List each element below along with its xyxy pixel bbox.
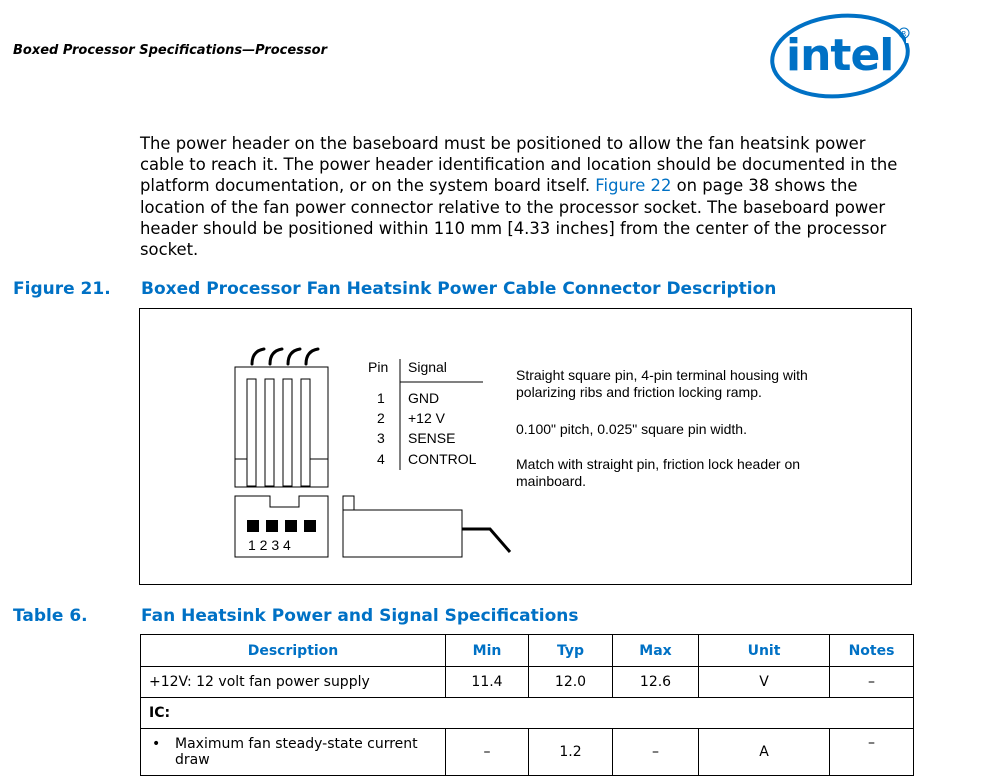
column-header: Notes [830, 635, 914, 667]
table-row [141, 729, 914, 776]
figure-label: Figure 21. [13, 279, 111, 299]
bullet-mark: • [152, 736, 161, 752]
pin-number: 3 [377, 430, 385, 446]
cell-description: +12V: 12 volt fan power supply [141, 667, 446, 698]
svg-text:R: R [901, 30, 907, 38]
cell-description [141, 729, 446, 776]
column-header: Typ [529, 635, 613, 667]
intro-paragraph [140, 133, 910, 260]
pin-number: 4 [377, 451, 385, 467]
pin-signal: +12 V [408, 410, 445, 426]
connector-note: Straight square pin, 4-pin terminal housing with polarizing ribs and friction locking ramp. [516, 367, 808, 400]
fan-spec-table [140, 634, 914, 776]
cell-notes: – [830, 667, 914, 698]
intro-text-after: on page 38 shows the location of the fan power connector relative to the processor socket. The baseboard power header should be positioned within 110 mm [4.33 inches] from the center of the processor socket. [140, 176, 887, 260]
cell-notes: – [830, 729, 914, 776]
cell-description-text: Maximum fan steady-state current draw [175, 736, 418, 768]
connector-pin-numbers: 1 2 3 4 [248, 537, 291, 553]
pin-number: 1 [377, 390, 385, 406]
table-row [141, 698, 914, 729]
column-header: Description [141, 635, 446, 667]
table-row [141, 667, 914, 698]
cell-unit: V [699, 667, 830, 698]
intel-logo-text: intel [786, 30, 894, 81]
intro-text-before: The power header on the baseboard must be positioned to allow the fan heatsink power cable to reach it. The power header identification and location should be documented in the platform documentation, or on the system board itself. [140, 134, 898, 196]
cell-max: 12.6 [613, 667, 699, 698]
page-header-title: Boxed Processor Specifications—Processor [13, 43, 327, 58]
pin-signal: GND [408, 390, 440, 406]
column-header: Unit [699, 635, 830, 667]
cell-unit: A [699, 729, 830, 776]
connector-figure [139, 308, 912, 585]
cable-housing [343, 496, 510, 557]
pin-leads [252, 349, 318, 364]
connector-note: 0.100" pitch, 0.025" square pin width. [516, 421, 747, 437]
signal-column-header: Signal [408, 359, 447, 375]
connector-note: Match with straight pin, friction lock header on mainboard. [516, 456, 801, 489]
table-label: Table 6. [13, 606, 88, 626]
intel-logo [768, 8, 914, 100]
pin-number: 2 [377, 410, 385, 426]
cell-typ: 1.2 [529, 729, 613, 776]
table-title: Fan Heatsink Power and Signal Specifications [141, 606, 579, 626]
section-header-cell: IC: [141, 698, 914, 729]
cell-typ: 12.0 [529, 667, 613, 698]
pin-column-header: Pin [368, 359, 389, 375]
connector-side-view [235, 367, 328, 487]
cell-max: – [613, 729, 699, 776]
figure-22-link[interactable]: Figure 22 [595, 176, 672, 196]
table-header-row [141, 635, 914, 667]
pin-signal: CONTROL [408, 451, 477, 467]
column-header: Max [613, 635, 699, 667]
column-header: Min [446, 635, 529, 667]
cell-min: 11.4 [446, 667, 529, 698]
cell-min: – [446, 729, 529, 776]
pin-squares [247, 520, 316, 532]
figure-title: Boxed Processor Fan Heatsink Power Cable Connector Description [141, 279, 777, 299]
pin-signal: SENSE [408, 430, 456, 446]
